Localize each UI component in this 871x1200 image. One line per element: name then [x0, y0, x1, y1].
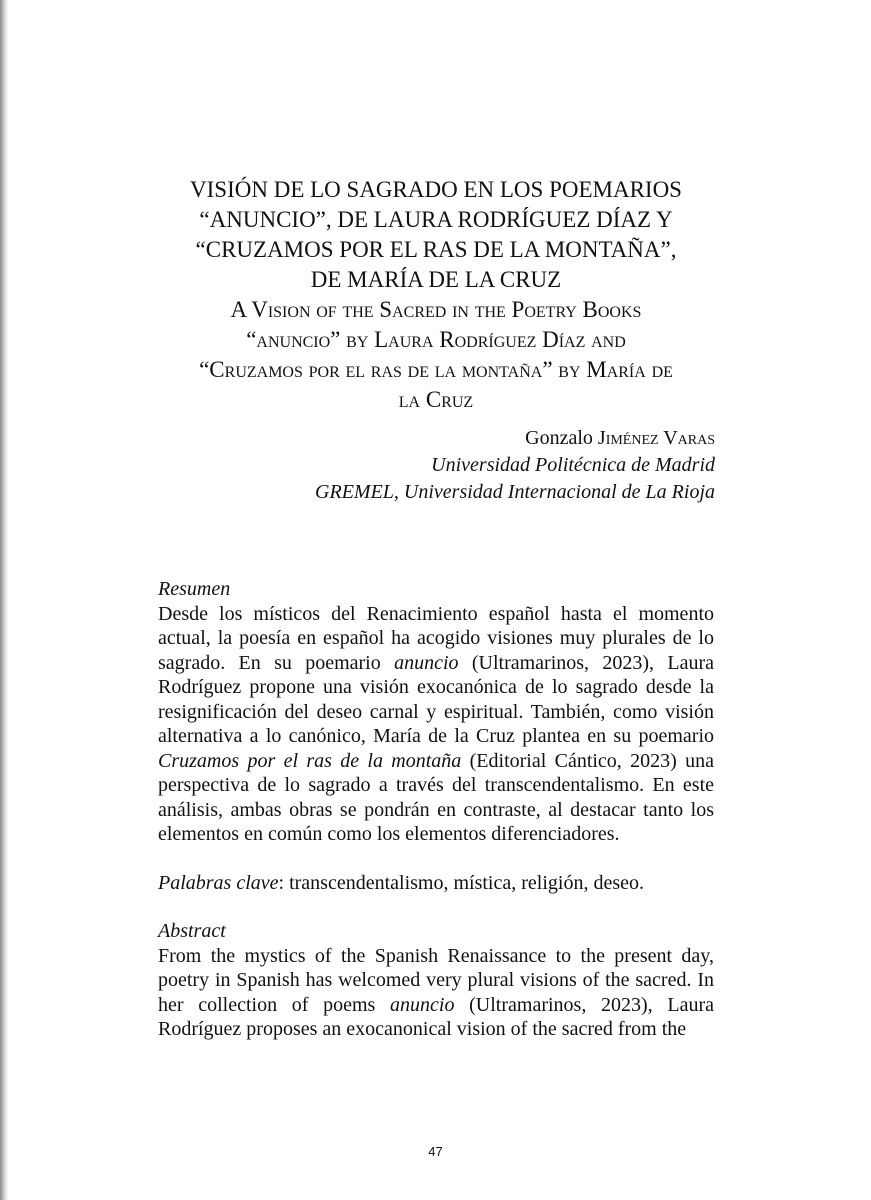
- title-english: [155, 295, 717, 415]
- title-english-line: “anuncio” by Laura Rodríguez Díaz and: [246, 327, 626, 352]
- abstract-title-anuncio: anuncio: [390, 993, 455, 1016]
- title-english-line: A Vision of the Sacred in the Poetry Books: [230, 297, 642, 322]
- keywords-text: : transcendentalismo, mística, religión, deseo.: [278, 871, 644, 894]
- abstract-section: [158, 577, 714, 1042]
- keywords-label: Palabras clave: [158, 871, 279, 894]
- author-block: [155, 425, 715, 506]
- abstract-paragraph: [158, 944, 714, 1042]
- resumen-title-anuncio: anuncio: [394, 651, 459, 674]
- abstract-heading: Abstract: [158, 920, 226, 942]
- scan-page-edge-shadow: [0, 0, 8, 1200]
- page-number: 47: [428, 1144, 443, 1159]
- resumen-text-2: (Ultramarinos, 2023), Laura Rodríguez propone una visión exocanónica de lo sagrado desde la resignificación del deseo carnal y espiritual. También, como visión alternativa a lo canónico, María de la Cruz plantea en su poemario: [158, 651, 714, 747]
- title-english-line: la Cruz: [398, 387, 474, 412]
- title-spanish-line: DE MARÍA DE LA CRUZ: [310, 267, 562, 292]
- abstract-text-1: From the mystics of the Spanish Renaissance to the present day, poetry in Spanish has welcomed very plural visions of the sacred. In her collection of poems: [158, 944, 714, 1016]
- author-name: [155, 425, 715, 452]
- resumen-heading: Resumen: [158, 578, 231, 600]
- resumen-paragraph: [158, 602, 714, 847]
- article-title: [155, 175, 717, 415]
- title-english-line: “Cruzamos por el ras de la montaña” by María de: [199, 357, 673, 382]
- author-affiliation-2: GREMEL, Universidad Internacional de La Rioja: [315, 481, 715, 503]
- title-spanish-line: VISIÓN DE LO SAGRADO EN LOS POEMARIOS: [190, 177, 682, 202]
- resumen-text-3: (Editorial Cántico, 2023) una perspectiva de lo sagrado a través del transcendentalismo. En este análisis, ambas obras se pondrán en contraste, al destacar tanto los elementos en común como los elementos diferenciadores.: [158, 749, 714, 845]
- author-first-name: Gonzalo: [525, 427, 593, 449]
- title-spanish-line: “ANUNCIO”, DE LAURA RODRÍGUEZ DÍAZ Y: [199, 207, 673, 232]
- keywords-line: [158, 871, 714, 896]
- resumen-text-1: Desde los místicos del Renacimiento español hasta el momento actual, la poesía en español ha acogido visiones muy plurales de lo sagrado. En su poemario: [158, 602, 714, 674]
- author-surname: Jiménez Varas: [597, 427, 715, 449]
- resumen-title-cruzamos: Cruzamos por el ras de la montaña: [158, 749, 462, 772]
- abstract-text-2: (Ultramarinos, 2023), Laura Rodríguez proposes an exocanonical vision of the sacred from the: [158, 993, 714, 1040]
- title-spanish-line: “CRUZAMOS POR EL RAS DE LA MONTAÑA”,: [195, 237, 677, 262]
- author-affiliation-1: Universidad Politécnica de Madrid: [431, 454, 715, 476]
- title-spanish: [155, 175, 717, 295]
